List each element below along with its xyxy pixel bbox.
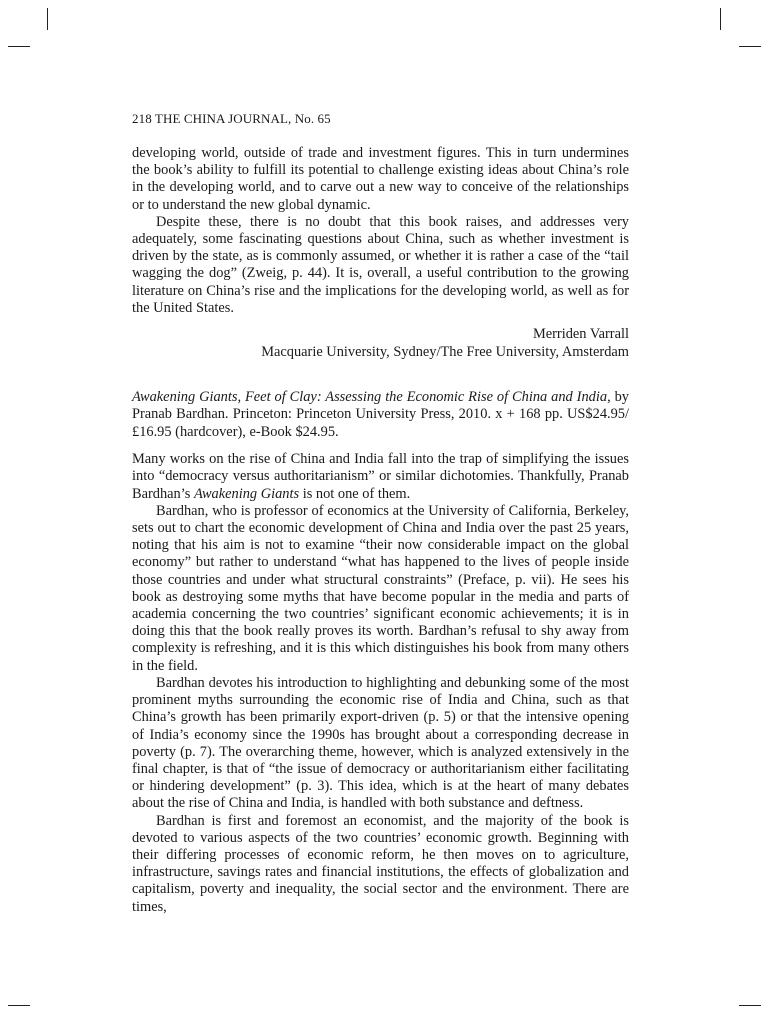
book-title-inline: Awakening Giants <box>193 485 300 502</box>
reviewer-signature <box>132 325 629 361</box>
previous-review-continuation <box>132 145 629 317</box>
book-citation-details: , by Pranab Bardhan. Princeton: Princeton University Press, 2010. x + 168 pp. US$24.95/£16.95 (hardcover), e-Book $24.95. <box>132 389 629 440</box>
reviewer-name: Merriden Varrall <box>532 326 629 343</box>
paragraph: Despite these, there is no doubt that this book raises, and addresses very adequately, some fascinating questions about China, such as whether investment is driven by the state, as is commonly assumed, or whether it is rather a case of the “tail wagging the dog” (Zweig, p. 44). It is, overall, a useful contribution to the growing literature on China’s rise and the implications for the developing world, as well as for the United States. <box>132 213 629 316</box>
running-head: 218 THE CHINA JOURNAL, No. 65 <box>132 111 331 126</box>
crop-mark-top-left-vertical <box>47 8 48 30</box>
reviewer-affiliation: Macquarie University, Sydney/The Free University, Amsterdam <box>261 344 629 361</box>
crop-mark-top-left-horizontal <box>8 46 30 47</box>
crop-mark-bottom-left-horizontal <box>8 1005 30 1006</box>
paragraph: Bardhan, who is professor of economics at the University of California, Berkeley, sets out to chart the economic development of China and India over the past 25 years, noting that his aim is not to examine “their now considerable impact on the global economy” but rather to understand “what has happened to the lives of people inside those countries and under what structural constraints” (Preface, p. vii). He sees his book as destroying some myths that have become popular in the media and parts of academia concerning the two countries’ significant economic achievements; it is in doing this that the book really proves its worth. Bardhan’s refusal to shy away from complexity is refreshing, and it is this which distinguishes his book from many others in the field. <box>132 502 629 674</box>
crop-mark-bottom-right-horizontal <box>739 1005 761 1006</box>
paragraph: developing world, outside of trade and investment figures. This in turn undermines the book’s ability to fulfill its potential to challenge existing ideas about China’s role in the developing world, and to carve out a new way to conceive of the relationships or to understand the new global dynamic. <box>132 145 629 213</box>
paragraph: Bardhan devotes his introduction to highlighting and debunking some of the most prominent myths surrounding the economic rise of India and China, such as that China’s growth has been primarily export-driven (p. 5) or that the intensive opening of India’s economy since the 1990s has brought about a corresponding decrease in poverty (p. 7). The overarching theme, however, which is analyzed extensively in the final chapter, is that of “the issue of democracy or authoritarianism either facilitating or hindering development” (p. 3). This idea, which is at the heart of many debates about the rise of China and India, is handled with both substance and deftness. <box>132 674 629 812</box>
journal-page <box>132 111 629 916</box>
review-body <box>132 451 629 915</box>
crop-mark-top-right-vertical <box>720 8 721 30</box>
paragraph: Bardhan is first and foremost an economist, and the majority of the book is devoted to various aspects of the two countries’ economic growth. Beginning with their differing processes of economic reform, he then moves on to agriculture, infrastructure, savings rates and financial institutions, the effects of globalization and capitalism, poverty and inequality, the social sector and the environment. There are times, <box>132 812 629 915</box>
review-citation <box>132 389 629 441</box>
book-title: Awakening Giants, Feet of Clay: Assessing the Economic Rise of China and India <box>132 389 608 406</box>
paragraph: Many works on the rise of China and India fall into the trap of simplifying the issues into “democracy versus authoritarianism” or similar dichotomies. Thankfully, Pranab Bardhan’s Awakening Giants is not one of them. <box>132 451 629 502</box>
crop-mark-top-right-horizontal <box>739 46 761 47</box>
